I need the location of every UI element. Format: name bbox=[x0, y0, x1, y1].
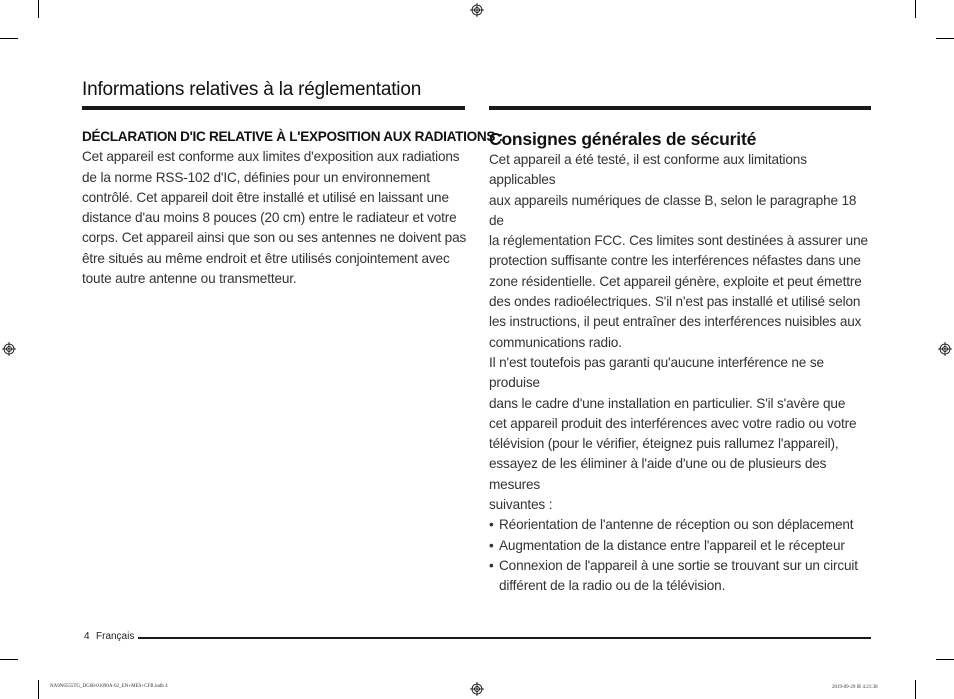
declaration-line: distance d'au moins 8 pouces (20 cm) entre le radiateur et votre bbox=[82, 210, 457, 226]
crop-mark bbox=[936, 659, 954, 660]
body-line: télévision (pour le vérifier, éteignez puis rallumez l'appareil), bbox=[489, 436, 839, 452]
body-line: communications radio. bbox=[489, 334, 622, 350]
crop-mark bbox=[0, 38, 18, 39]
declaration-line: corps. Cet appareil ainsi que son ou ses antennes ne doivent pas bbox=[82, 230, 467, 246]
declaration-line: contrôlé. Cet appareil doit être installé et utilisé en laissant une bbox=[82, 189, 449, 205]
declaration-line: être situés au même endroit et être utilisés conjointement avec bbox=[82, 250, 450, 266]
body-line: Cet appareil a été testé, il est conforme aux limitations applicables bbox=[489, 152, 807, 188]
body-line: dans le cadre d'une installation en particulier. S'il s'avère que bbox=[489, 395, 846, 411]
registration-mark-icon bbox=[470, 3, 484, 17]
list-item: • Réorientation de l'antenne de réception ou son déplacement bbox=[489, 515, 871, 535]
section-rule-right bbox=[489, 106, 871, 110]
registration-mark-icon bbox=[470, 682, 484, 696]
crop-mark bbox=[915, 0, 916, 18]
body-line: zone résidentielle. Cet appareil génère, exploite et peut émettre bbox=[489, 273, 862, 289]
crop-mark bbox=[38, 0, 39, 18]
declaration-line: Cet appareil est conforme aux limites d'exposition aux radiations bbox=[82, 149, 460, 165]
printer-slug-file: NA9N6555TG_DG68-01090A-02_EN+MES+CFR.indb 4 bbox=[50, 684, 168, 689]
section-title: Consignes générales de sécurité bbox=[489, 129, 757, 149]
body-line: aux appareils numériques de classe B, selon le paragraphe 18 de bbox=[489, 192, 857, 228]
crop-mark bbox=[936, 38, 954, 39]
declaration-line: toute autre antenne ou transmetteur. bbox=[82, 271, 297, 287]
declaration-line: de la norme RSS-102 d'IC, définies pour un environnement bbox=[82, 169, 430, 185]
registration-mark-icon bbox=[938, 342, 952, 356]
body-line: essayez de les éliminer à l'aide d'une ou de plusieurs des mesures bbox=[489, 456, 827, 492]
registration-mark-icon bbox=[2, 342, 16, 356]
right-column bbox=[489, 128, 871, 597]
body-line: cet appareil produit des interférences avec votre radio ou votre bbox=[489, 415, 857, 431]
page-heading: Informations relatives à la réglementation bbox=[82, 79, 422, 100]
section-rule-left bbox=[82, 106, 465, 110]
footer-language: Français bbox=[96, 631, 135, 642]
body-line: les instructions, il peut entraîner des interférences nuisibles aux bbox=[489, 314, 862, 330]
list-item: • Connexion de l'appareil à une sortie se trouvant sur un circuit différent de la radio ou de la télévision. bbox=[489, 556, 859, 597]
body-line: suivantes : bbox=[489, 497, 553, 513]
body-line: Il n'est toutefois pas garanti qu'aucune interférence ne se produise bbox=[489, 354, 824, 391]
bullet-list bbox=[489, 515, 871, 596]
left-column bbox=[82, 127, 503, 289]
crop-mark bbox=[38, 680, 39, 699]
printer-slug-date: 2019-09-29 ☒ 4:21:38 bbox=[832, 685, 878, 690]
crop-mark bbox=[915, 680, 916, 699]
crop-mark bbox=[0, 659, 18, 660]
page-number: 4 bbox=[84, 631, 90, 642]
declaration-title: DÉCLARATION D'IC RELATIVE À L'EXPOSITION AUX RADIATIONS : bbox=[82, 129, 503, 144]
body-line: des ondes radioélectriques. S'il n'est pas installé et utilisé selon bbox=[489, 294, 861, 310]
body-line: protection suffisante contre les interférences néfastes dans une bbox=[489, 253, 861, 269]
footer-rule bbox=[138, 637, 871, 639]
list-item: • Augmentation de la distance entre l'appareil et le récepteur bbox=[489, 536, 871, 556]
body-line: la réglementation FCC. Ces limites sont destinées à assurer une bbox=[489, 233, 868, 249]
